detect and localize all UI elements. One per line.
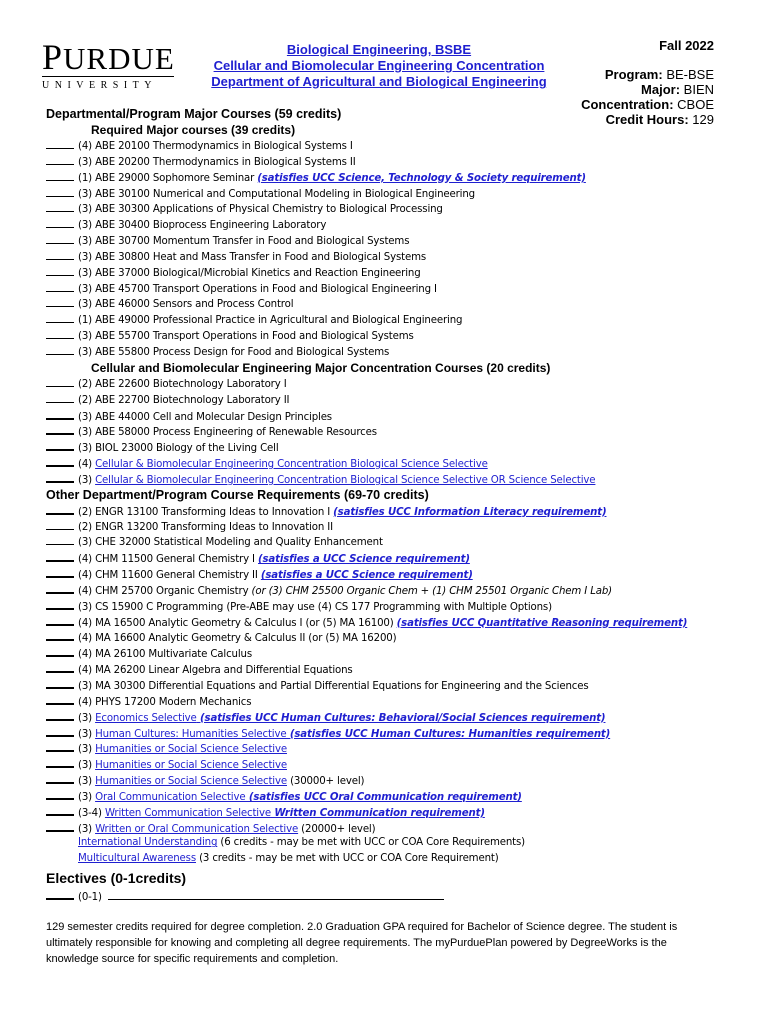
checkoff-blank[interactable]	[46, 598, 74, 610]
checkoff-blank[interactable]	[46, 471, 74, 483]
other-courses	[46, 503, 746, 867]
checkoff-blank[interactable]	[46, 614, 74, 626]
course-text: (4) MA 26200 Linear Algebra and Differential Equations	[78, 665, 353, 677]
course-row	[46, 344, 746, 360]
checkoff-blank[interactable]	[46, 661, 74, 673]
course-row	[46, 392, 746, 408]
course-text: (3) ABE 55700 Transport Operations in Food and Biological Systems	[78, 331, 414, 343]
course-row	[46, 709, 746, 725]
course-text: (3) MA 30300 Differential Equations and Partial Differential Equations for Engineering and the Sciences	[78, 681, 589, 692]
course-row	[46, 835, 746, 851]
ucc-requirement-link[interactable]: (satisfies UCC Information Literacy requirement)	[333, 506, 607, 518]
checkoff-blank[interactable]	[46, 281, 74, 292]
course-row	[46, 439, 746, 455]
course-row	[46, 629, 746, 645]
course-text: (3) ABE 30100 Numerical and Computational Modeling in Biological Engineering	[78, 188, 475, 200]
checkoff-blank[interactable]	[46, 550, 74, 562]
ucc-requirement-link[interactable]: (satisfies a UCC Science requirement)	[260, 570, 473, 582]
selective-link[interactable]: Economics Selective	[95, 712, 197, 724]
purdue-logo	[42, 37, 175, 91]
checkoff-blank[interactable]	[46, 756, 74, 768]
course-row	[46, 186, 746, 202]
course-text: (2) ENGR 13100 Transforming Ideas to Innovation I	[78, 506, 334, 518]
concentration-courses	[46, 376, 746, 487]
course-row	[46, 550, 746, 566]
selective-link[interactable]: Humanities or Social Science Selective	[95, 760, 287, 772]
selective-link[interactable]: Humanities or Social Science Selective	[95, 776, 287, 788]
checkoff-blank[interactable]	[46, 772, 74, 784]
course-text: (3) ABE 55800 Process Design for Food and Biological Systems	[78, 346, 390, 358]
course-credits: (4)	[78, 459, 96, 471]
course-row	[46, 296, 746, 312]
checkoff-blank[interactable]	[46, 265, 74, 276]
course-row	[46, 725, 746, 741]
course-row	[46, 804, 746, 820]
checkoff-blank[interactable]	[46, 629, 74, 641]
course-text: (2) ABE 22700 Biotechnology Laboratory II	[78, 394, 290, 406]
course-row	[46, 851, 746, 867]
course-credits: (3)	[78, 728, 96, 740]
checkoff-blank[interactable]	[46, 154, 74, 165]
course-row	[46, 376, 746, 392]
checkoff-blank[interactable]	[46, 645, 74, 657]
checkoff-blank[interactable]	[46, 249, 74, 260]
course-row	[46, 503, 746, 519]
ucc-requirement-link[interactable]: (satisfies UCC Oral Communication requirement)	[245, 791, 522, 803]
course-credits: (3)	[78, 474, 96, 486]
course-row	[46, 249, 746, 265]
course-row	[46, 661, 746, 677]
course-note: (30000+ level)	[286, 776, 365, 788]
course-text: (1) ABE 49000 Professional Practice in Agricultural and Biological Engineering	[78, 315, 463, 327]
checkoff-blank[interactable]	[46, 677, 74, 689]
checkoff-blank[interactable]	[46, 888, 74, 900]
term-label: Fall 2022	[659, 38, 714, 53]
course-note: (20000+ level)	[298, 823, 376, 835]
course-credits: (3)	[78, 744, 96, 756]
checkoff-blank[interactable]	[46, 233, 74, 244]
course-row	[46, 170, 746, 186]
course-text: (4) CHM 25700 Organic Chemistry	[78, 585, 252, 597]
selective-link[interactable]: International Understanding	[78, 837, 218, 849]
checkoff-blank[interactable]	[46, 186, 74, 197]
checkoff-blank[interactable]	[46, 439, 74, 451]
selective-link[interactable]: Humanities or Social Science Selective	[95, 744, 287, 756]
checkoff-blank[interactable]	[46, 455, 74, 467]
logo-wordmark: PURDUE	[42, 37, 175, 77]
course-text: (4) PHYS 17200 Modern Mechanics	[78, 696, 252, 708]
required-courses	[46, 138, 746, 360]
ucc-requirement-link[interactable]: (satisfies UCC Human Cultures: Humanities requirement)	[286, 728, 611, 740]
course-row	[46, 455, 746, 471]
course-row	[46, 281, 746, 297]
course-row	[46, 265, 746, 281]
checkoff-blank[interactable]	[46, 503, 74, 515]
checkoff-blank[interactable]	[46, 709, 74, 721]
title-degree-link[interactable]: Biological Engineering, BSBE	[286, 42, 472, 57]
checkoff-blank[interactable]	[46, 376, 74, 387]
checkoff-blank[interactable]	[46, 296, 74, 307]
course-row	[46, 598, 746, 614]
checkoff-blank[interactable]	[46, 582, 74, 594]
footer-note: 129 semester credits required for degree completion. 2.0 Graduation GPA required for Bachelor of Science degree. The student is ultimately responsible for knowing and completing all degree requirements. The myPurduePlan powered by DegreeWorks is the knowledge source for specific requirements and completion.	[46, 921, 678, 965]
checkoff-blank[interactable]	[46, 740, 74, 752]
course-row	[46, 408, 746, 424]
course-row	[46, 677, 746, 693]
title-concentration-link[interactable]: Cellular and Biomolecular Engineering Concentration	[213, 58, 545, 73]
course-row	[46, 233, 746, 249]
section-major-heading: Departmental/Program Major Courses (59 credits)	[46, 107, 342, 121]
course-row	[46, 534, 746, 550]
course-row	[46, 519, 746, 535]
ucc-requirement-link[interactable]: Written Communication requirement)	[270, 807, 485, 819]
course-row	[46, 328, 746, 344]
course-text: (3) ABE 46000 Sensors and Process Control	[78, 299, 294, 311]
course-text: (3) ABE 30400 Bioprocess Engineering Laboratory	[78, 220, 327, 232]
section-concentration-heading: Cellular and Biomolecular Engineering Major Concentration Courses (20 credits)	[91, 360, 551, 375]
checkoff-blank[interactable]	[46, 170, 74, 181]
course-row	[46, 788, 746, 804]
course-row	[46, 582, 746, 598]
checkoff-blank[interactable]	[46, 693, 74, 705]
course-text: (3) ABE 20200 Thermodynamics in Biological Systems II	[78, 156, 356, 168]
checkoff-blank[interactable]	[46, 408, 74, 420]
course-row	[46, 138, 746, 154]
course-row	[46, 312, 746, 328]
checkoff-blank[interactable]	[46, 201, 74, 212]
course-text: (4) MA 16600 Analytic Geometry & Calculus II (or (5) MA 16200)	[78, 633, 397, 645]
course-credits: (3)	[78, 776, 96, 788]
section-other-heading: Other Department/Program Course Requirements (69-70 credits)	[46, 487, 429, 502]
course-row	[46, 217, 746, 233]
course-text: (4) ABE 20100 Thermodynamics in Biological Systems I	[78, 141, 353, 152]
selective-link[interactable]: Cellular & Biomolecular Engineering Concentration Biological Science Selective OR Science Selective	[95, 474, 596, 486]
course-text: (3) CS 15900 C Programming (Pre-ABE may use (4) CS 177 Programming with Multiple Options)	[78, 601, 552, 613]
selective-link[interactable]: Human Cultures: Humanities Selective	[95, 728, 287, 740]
course-row	[46, 645, 746, 661]
ucc-requirement-link[interactable]: (satisfies UCC Science, Technology & Society requirement)	[257, 172, 586, 184]
course-credits: (3)	[78, 791, 96, 803]
course-text: (3) ABE 30700 Momentum Transfer in Food and Biological Systems	[78, 236, 410, 248]
course-row	[46, 614, 746, 630]
title-department-link[interactable]: Department of Agricultural and Biological Engineering	[211, 74, 547, 89]
course-text: (3) ABE 30800 Heat and Mass Transfer in Food and Biological Systems	[78, 251, 427, 263]
checkoff-blank[interactable]	[46, 519, 74, 530]
section-required-heading: Required Major courses (39 credits)	[91, 123, 296, 137]
course-list	[46, 106, 746, 904]
ucc-requirement-link[interactable]: (satisfies UCC Quantitative Reasoning requirement)	[396, 617, 688, 629]
checkoff-blank[interactable]	[46, 534, 74, 545]
checkoff-blank[interactable]	[46, 804, 74, 816]
course-row	[46, 154, 746, 170]
selective-link[interactable]: Cellular & Biomolecular Engineering Concentration Biological Science Selective	[95, 459, 488, 471]
course-credits: (3-4)	[78, 807, 105, 819]
checkoff-blank[interactable]	[46, 725, 74, 737]
checkoff-blank[interactable]	[46, 566, 74, 578]
checkoff-blank[interactable]	[46, 423, 74, 435]
course-text: (4) MA 26100 Multivariate Calculus	[78, 649, 252, 661]
logo-subtitle: UNIVERSITY	[42, 80, 157, 91]
checkoff-blank[interactable]	[46, 344, 74, 355]
course-text: (2) ENGR 13200 Transforming Ideas to Innovation II	[78, 521, 333, 533]
course-row	[46, 423, 746, 439]
checkoff-blank[interactable]	[46, 328, 74, 339]
electives-line: (0-1)	[46, 888, 746, 904]
ucc-requirement-link[interactable]: (satisfies a UCC Science requirement)	[258, 554, 470, 566]
course-text: (3) ABE 45700 Transport Operations in Food and Biological Engineering I	[78, 283, 437, 295]
course-row	[46, 471, 746, 487]
course-text: (4) CHM 11600 General Chemistry II	[78, 570, 261, 582]
checkoff-blank[interactable]	[46, 217, 74, 228]
course-note: (6 credits - may be met with UCC or COA Core Requirements)	[217, 837, 525, 849]
selective-link[interactable]: Written or Oral Communication Selective	[95, 823, 299, 835]
course-note: (3 credits - may be met with UCC or COA Core Requirement)	[196, 853, 499, 865]
electives-blank[interactable]	[108, 889, 444, 900]
checkoff-blank[interactable]	[46, 820, 74, 832]
section-electives-heading: Electives (0-1credits)	[46, 870, 187, 887]
course-credits: (3)	[78, 760, 96, 772]
course-row	[46, 740, 746, 756]
checkoff-blank[interactable]	[46, 392, 74, 403]
checkoff-blank[interactable]	[46, 312, 74, 323]
course-credits: (3)	[78, 823, 96, 835]
checkoff-blank[interactable]	[46, 138, 74, 149]
course-row	[46, 693, 746, 709]
course-text: (4) MA 16500 Analytic Geometry & Calculus I (or (5) MA 16100)	[78, 617, 397, 629]
course-credits: (3)	[78, 712, 96, 724]
selective-link[interactable]: Oral Communication Selective	[95, 791, 246, 803]
ucc-requirement-link[interactable]: (satisfies UCC Human Cultures: Behavioral/Social Sciences requirement)	[196, 712, 606, 724]
course-text: (4) CHM 11500 General Chemistry I	[78, 554, 258, 566]
info-credit-hours: Credit Hours: 129	[605, 112, 714, 127]
info-concentration: Concentration: CBOE	[581, 97, 714, 112]
course-text: (3) ABE 44000 Cell and Molecular Design Principles	[78, 411, 332, 423]
course-row	[46, 820, 746, 836]
selective-link[interactable]: Multicultural Awareness	[78, 853, 196, 865]
course-text: (3) ABE 58000 Process Engineering of Renewable Resources	[78, 427, 377, 439]
program-titles	[196, 42, 562, 90]
info-major: Major: BIEN	[641, 82, 714, 97]
course-text: (1) ABE 29000 Sophomore Seminar	[78, 172, 258, 184]
course-text: (3) CHE 32000 Statistical Modeling and Quality Enhancement	[78, 537, 383, 549]
course-row	[46, 772, 746, 788]
course-text: (3) ABE 30300 Applications of Physical Chemistry to Biological Processing	[78, 204, 443, 216]
selective-link[interactable]: Written Communication Selective	[104, 807, 271, 819]
course-row	[46, 756, 746, 772]
course-text: (2) ABE 22600 Biotechnology Laboratory I	[78, 378, 287, 390]
course-text: (3) BIOL 23000 Biology of the Living Cell	[78, 443, 279, 455]
course-row	[46, 566, 746, 582]
checkoff-blank[interactable]	[46, 788, 74, 800]
course-text: (3) ABE 37000 Biological/Microbial Kinetics and Reaction Engineering	[78, 267, 421, 279]
info-program: Program: BE-BSE	[604, 67, 714, 82]
course-alt-text: (or (3) CHM 25500 Organic Chem + (1) CHM 25501 Organic Chem I Lab)	[251, 585, 612, 597]
course-row	[46, 201, 746, 217]
